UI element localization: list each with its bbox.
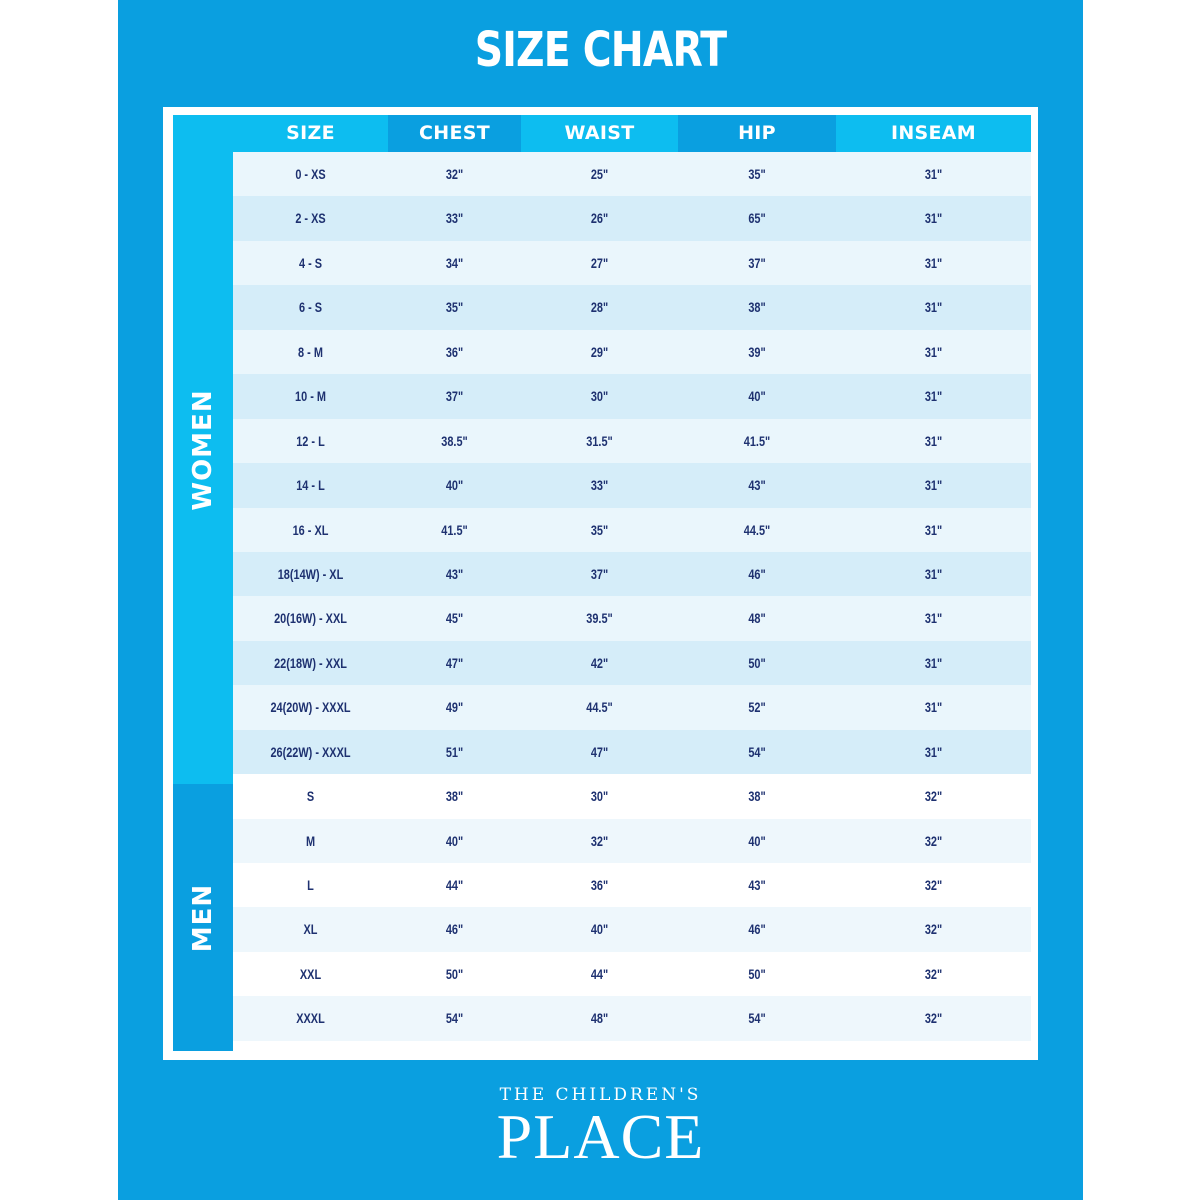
hip-cell: 40"	[748, 832, 766, 849]
hip-cell: 46"	[748, 921, 766, 938]
hip-cell: 38"	[748, 299, 766, 316]
inseam-cell: 31"	[924, 654, 943, 671]
table-row	[233, 419, 1031, 463]
header-hip: HIP	[678, 115, 836, 152]
men-group-label: MEN	[188, 883, 218, 952]
hip-cell: 43"	[748, 877, 766, 893]
waist-cell: 30"	[590, 388, 609, 405]
size-cell: S	[306, 788, 315, 805]
waist-cell: 37"	[590, 565, 609, 582]
waist-cell: 27"	[590, 254, 609, 271]
hip-cell: 50"	[748, 654, 766, 671]
inseam-cell: 32"	[924, 877, 943, 893]
waist-cell: 30"	[590, 788, 609, 805]
chest-cell: 33"	[445, 210, 464, 227]
inseam-cell: 31"	[924, 477, 943, 494]
size-cell: 24(20W) - XXXL	[270, 699, 351, 716]
table-row	[233, 863, 1031, 907]
hip-cell: 48"	[748, 610, 766, 627]
waist-cell: 35"	[590, 521, 609, 538]
inseam-cell: 31"	[924, 254, 943, 271]
size-cell: 8 - M	[298, 343, 323, 360]
inseam-cell: 31"	[924, 166, 943, 182]
inseam-cell: 31"	[924, 388, 943, 405]
size-cell: M	[305, 832, 316, 849]
brand-logo	[118, 1084, 1083, 1172]
chest-cell: 35"	[445, 299, 464, 316]
chest-cell: 32"	[445, 166, 464, 182]
hip-cell: 40"	[748, 388, 766, 405]
table-row	[233, 641, 1031, 685]
size-cell: L	[307, 877, 314, 893]
table-row	[233, 374, 1031, 418]
women-group-strip	[173, 115, 233, 784]
chest-cell: 40"	[445, 832, 464, 849]
chest-cell: 46"	[445, 921, 464, 938]
chest-cell: 47"	[445, 654, 464, 671]
size-cell: 14 - L	[296, 477, 325, 494]
hip-cell: 52"	[748, 699, 766, 716]
chest-cell: 36"	[445, 343, 464, 360]
table-row	[233, 730, 1031, 774]
chest-cell: 38"	[445, 788, 464, 805]
table-row	[233, 330, 1031, 374]
size-cell: 6 - S	[298, 299, 323, 316]
chest-cell: 43"	[445, 565, 464, 582]
size-cell: 18(14W) - XL	[277, 565, 344, 582]
table-row	[233, 819, 1031, 863]
waist-cell: 42"	[590, 654, 609, 671]
hip-cell: 50"	[748, 965, 766, 982]
inseam-cell: 32"	[924, 921, 943, 938]
chest-cell: 45"	[445, 610, 464, 627]
brand-line-1: THE CHILDREN'S	[499, 1085, 702, 1105]
hip-cell: 54"	[748, 743, 766, 760]
chest-cell: 38.5"	[441, 432, 468, 449]
waist-cell: 32"	[590, 832, 609, 849]
header-waist: WAIST	[521, 115, 678, 152]
table-row	[233, 774, 1031, 818]
hip-cell: 43"	[748, 477, 766, 494]
hip-cell: 46"	[748, 565, 766, 582]
size-cell: XL	[303, 921, 318, 938]
table-row	[233, 552, 1031, 596]
chest-cell: 41.5"	[441, 521, 468, 538]
size-cell: 16 - XL	[292, 521, 329, 538]
header-chest: CHEST	[388, 115, 521, 152]
size-cell: 4 - S	[298, 254, 323, 271]
size-chart-poster	[118, 0, 1083, 1200]
waist-cell: 31.5"	[586, 432, 613, 449]
waist-cell: 44"	[590, 965, 609, 982]
size-table-frame	[163, 107, 1038, 1060]
chest-cell: 37"	[445, 388, 464, 405]
hip-cell: 37"	[748, 254, 766, 271]
chest-cell: 40"	[445, 477, 464, 494]
inseam-cell: 31"	[924, 565, 943, 582]
inseam-cell: 32"	[924, 788, 943, 805]
waist-cell: 36"	[590, 877, 609, 893]
chest-cell: 54"	[445, 1010, 464, 1027]
hip-cell: 54"	[748, 1010, 766, 1027]
table-row	[233, 596, 1031, 640]
inseam-cell: 32"	[924, 965, 943, 982]
table-row	[233, 907, 1031, 951]
women-group-label: WOMEN	[188, 388, 218, 511]
size-cell: 2 - XS	[295, 210, 326, 227]
table-body	[233, 152, 1031, 1041]
inseam-cell: 31"	[924, 743, 943, 760]
inseam-cell: 31"	[924, 343, 943, 360]
table-row	[233, 952, 1031, 996]
waist-cell: 28"	[590, 299, 609, 316]
header-size: SIZE	[233, 115, 388, 152]
inseam-cell: 31"	[924, 210, 943, 227]
hip-cell: 38"	[748, 788, 766, 805]
table-row	[233, 685, 1031, 729]
table-row	[233, 508, 1031, 552]
size-cell: 20(16W) - XXL	[274, 610, 347, 627]
size-cell: 10 - M	[295, 388, 326, 405]
waist-cell: 44.5"	[586, 699, 613, 716]
size-cell: XXL	[299, 965, 322, 982]
table-row	[233, 285, 1031, 329]
waist-cell: 29"	[590, 343, 609, 360]
hip-cell: 41.5"	[743, 432, 771, 449]
hip-cell: 65"	[748, 210, 766, 227]
page-title: SIZE CHART	[474, 22, 727, 78]
table-row	[233, 196, 1031, 240]
hip-cell: 35"	[748, 166, 766, 182]
chest-cell: 44"	[445, 877, 464, 893]
waist-cell: 26"	[590, 210, 609, 227]
size-cell: 0 - XS	[295, 166, 326, 182]
table-row	[233, 241, 1031, 285]
waist-cell: 33"	[590, 477, 609, 494]
brand-line-2: PLACE	[496, 1101, 705, 1172]
waist-cell: 48"	[590, 1010, 609, 1027]
table-row	[233, 152, 1031, 196]
inseam-cell: 31"	[924, 699, 943, 716]
waist-cell: 25"	[590, 166, 609, 182]
inseam-cell: 31"	[924, 299, 943, 316]
size-cell: 26(22W) - XXXL	[270, 743, 351, 760]
header-inseam: INSEAM	[836, 115, 1031, 152]
chest-cell: 34"	[445, 254, 464, 271]
inseam-cell: 31"	[924, 610, 943, 627]
men-group-strip	[173, 784, 233, 1051]
chest-cell: 50"	[445, 965, 464, 982]
inseam-cell: 32"	[924, 1010, 943, 1027]
size-cell: 22(18W) - XXL	[274, 654, 347, 671]
table-row	[233, 463, 1031, 507]
inseam-cell: 31"	[924, 432, 943, 449]
inseam-cell: 31"	[924, 521, 943, 538]
waist-cell: 47"	[590, 743, 609, 760]
table-row	[233, 996, 1031, 1040]
waist-cell: 40"	[590, 921, 609, 938]
hip-cell: 39"	[748, 343, 766, 360]
inseam-cell: 32"	[924, 832, 943, 849]
chest-cell: 51"	[445, 743, 464, 760]
hip-cell: 44.5"	[743, 521, 771, 538]
chest-cell: 49"	[445, 699, 464, 716]
size-cell: 12 - L	[296, 432, 325, 449]
size-cell: XXXL	[296, 1010, 325, 1027]
waist-cell: 39.5"	[586, 610, 613, 627]
table-header	[233, 115, 1031, 152]
